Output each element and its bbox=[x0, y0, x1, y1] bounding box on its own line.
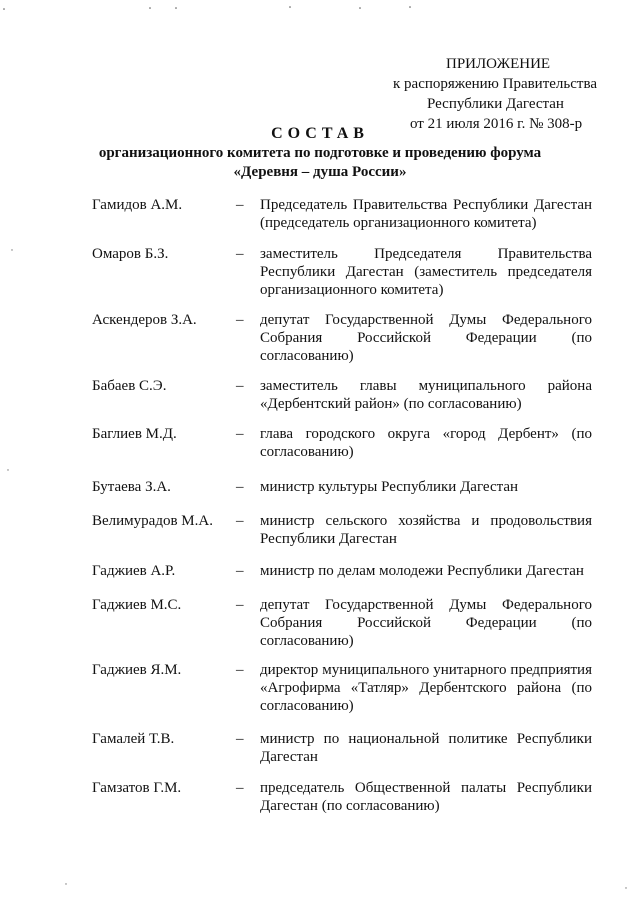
member-name: Аскендеров З.А. bbox=[92, 312, 197, 328]
member-name: Бутаева З.А. bbox=[92, 479, 171, 495]
appendix-line-2: Республики Дагестан bbox=[427, 96, 564, 112]
member-role: заместитель главы муниципального района «Дербентский район» (по согласованию) bbox=[260, 378, 592, 412]
appendix-block bbox=[380, 54, 610, 134]
member-dash: – bbox=[236, 197, 244, 213]
member-role: председатель Общественной палаты Республики Дагестан (по согласованию) bbox=[260, 780, 592, 814]
member-name: Гаджиев М.С. bbox=[92, 597, 182, 613]
heading-title: СОСТАВ bbox=[271, 125, 369, 142]
member-name: Гамидов А.М. bbox=[92, 197, 183, 213]
member-role: депутат Государственной Думы Федерального Собрания Российской Федерации (по согласованию) bbox=[260, 597, 592, 649]
member-role: заместитель Председателя Правительства Республики Дагестан (заместитель председателя организационного комитета) bbox=[260, 246, 592, 298]
member-name: Гаджиев А.Р. bbox=[92, 563, 176, 579]
member-dash: – bbox=[236, 378, 244, 394]
member-dash: – bbox=[236, 312, 244, 328]
member-role: Председатель Правительства Республики Дагестан (председатель организационного комитета) bbox=[260, 197, 592, 231]
heading-line-1: организационного комитета по подготовке и проведению форума bbox=[98, 145, 542, 161]
heading-line-2: «Деревня – душа России» bbox=[233, 164, 407, 180]
member-dash: – bbox=[236, 513, 244, 529]
member-name: Омаров Б.З. bbox=[92, 246, 169, 262]
member-role: министр по национальной политике Республики Дагестан bbox=[260, 731, 592, 765]
member-name: Велимурадов М.А. bbox=[92, 513, 213, 529]
member-dash: – bbox=[236, 426, 244, 442]
appendix-line-1: к распоряжению Правительства bbox=[393, 76, 598, 92]
member-role: глава городского округа «город Дербент» (по согласованию) bbox=[260, 426, 592, 460]
member-dash: – bbox=[236, 780, 244, 796]
member-name: Бабаев С.Э. bbox=[92, 378, 167, 394]
member-role: министр культуры Республики Дагестан bbox=[260, 479, 519, 495]
appendix-line-3: от 21 июля 2016 г. № 308-р bbox=[410, 116, 583, 132]
member-dash: – bbox=[236, 731, 244, 747]
member-name: Гамалей Т.В. bbox=[92, 731, 175, 747]
member-role: министр по делам молодежи Республики Дагестан bbox=[260, 563, 584, 579]
document-heading bbox=[80, 124, 560, 182]
member-dash: – bbox=[236, 246, 244, 262]
member-dash: – bbox=[236, 563, 244, 579]
member-name: Гаджиев Я.М. bbox=[92, 662, 182, 678]
member-role: министр сельского хозяйства и продовольствия Республики Дагестан bbox=[260, 513, 592, 547]
member-dash: – bbox=[236, 479, 244, 495]
member-dash: – bbox=[236, 597, 244, 613]
member-name: Гамзатов Г.М. bbox=[92, 780, 182, 796]
member-role: депутат Государственной Думы Федерального Собрания Российской Федерации (по согласованию) bbox=[260, 312, 592, 364]
member-name: Баглиев М.Д. bbox=[92, 426, 177, 442]
member-role: директор муниципального унитарного предприятия «Агрофирма «Татляр» Дербентского района (по согласованию) bbox=[260, 662, 592, 714]
appendix-title: ПРИЛОЖЕНИЕ bbox=[446, 56, 551, 72]
member-dash: – bbox=[236, 662, 244, 678]
